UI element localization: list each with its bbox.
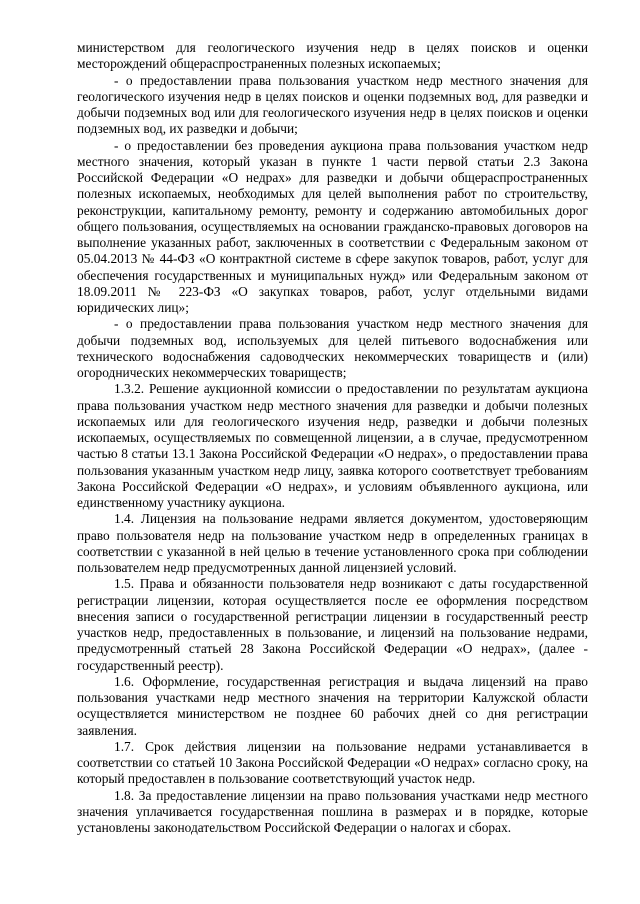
paragraph-without-auction: - о предоставлении без проведения аукциона права пользования участком недр местного значения, который указан в пункте 1 части первой статьи 2.3 Закона Российской Федерации «О недрах» для разведки и добычи общераспространенных полезных ископаемых, необходимых для целей выполнения работ по строительству, реконструкции, капитальному ремонту, ремонту и содержанию автомобильных дорог общего пользования, осуществляемых на основании гражданско-правовых договоров на выполнение указанных работ, заключенных в соответствии с Федеральным законом от 05.04.2013 № 44-ФЗ «О контрактной системе в сфере закупок товаров, работ, услуг для обеспечения государственных и муниципальных нужд» или Федеральным законом от 18.09.2011 № 223-ФЗ «О закупках товаров, работ, услуг отдельными видами юридических лиц»; (77, 137, 588, 315)
paragraph-drinking-water: - о предоставлении права пользования участком недр местного значения для добычи подземных вод, используемых для целей питьевого водоснабжения или технического водоснабжения садоводческих некоммерческих товариществ и (или) огороднических некоммерческих товариществ; (77, 316, 588, 380)
paragraph-1-3-2: 1.3.2. Решение аукционной комиссии о предоставлении по результатам аукциона права пользования участком недр местного значения для разведки и добычи полезных ископаемых или для геологического изучения недр, разведки и добычи полезных ископаемых, осуществляемых по совмещенной лицензии, а в случае, предусмотренном частью 8 статьи 13.1 Закона Российской Федерации «О недрах», о предоставлении права пользования указанным участком недр лицу, заявка которого соответствует требованиям Закона Российской Федерации «О недрах», и условиям объявленного аукциона, или единственному участнику аукциона. (77, 381, 588, 510)
paragraph-1-6: 1.6. Оформление, государственная регистрация и выдача лицензий на право пользования участками недр местного значения на территории Калужской области осуществляется министерством не позднее 60 рабочих дней со дня регистрации заявления. (77, 673, 588, 738)
paragraph-continuation: министерством для геологического изучения недр в целях поисков и оценки месторождений общераспространенных полезных ископаемых; (77, 40, 588, 72)
paragraph-1-5: 1.5. Права и обязанности пользователя недр возникают с даты государственной регистрации лицензии, которая осуществляется после ее оформления посредством внесения записи о государственной регистрации лицензии в государственный реестр участков недр, предоставленных в пользование, и лицензий на пользование недрами, предусмотренный статьей 28 Закона Российской Федерации «О недрах», (далее - государственный реестр). (77, 576, 588, 673)
paragraph-1-7: 1.7. Срок действия лицензии на пользование недрами устанавливается в соответствии со статьей 10 Закона Российской Федерации «О недрах» согласно сроку, на который предоставлен в пользование соответствующий участок недр. (77, 738, 588, 787)
paragraph-1-8: 1.8. За предоставление лицензии на право пользования участками недр местного значения уплачивается государственная пошлина в размерах и в порядке, которые установлены законодательством Российской Федерации о налогах и сборах. (77, 787, 588, 835)
paragraph-groundwater-exploration: - о предоставлении права пользования участком недр местного значения для геологического изучения недр в целях поисков и оценки подземных вод, для разведки и добычи подземных вод или для геологического изучения недр в целях поисков и оценки подземных вод, их разведки и добычи; (77, 72, 588, 137)
paragraph-1-4: 1.4. Лицензия на пользование недрами является документом, удостоверяющим право пользователя недр на пользование участком недр в определенных границах в соответствии с указанной в ней целью в течение установленного срока при соблюдении пользователем недр предусмотренных данной лицензией условий. (77, 511, 588, 575)
